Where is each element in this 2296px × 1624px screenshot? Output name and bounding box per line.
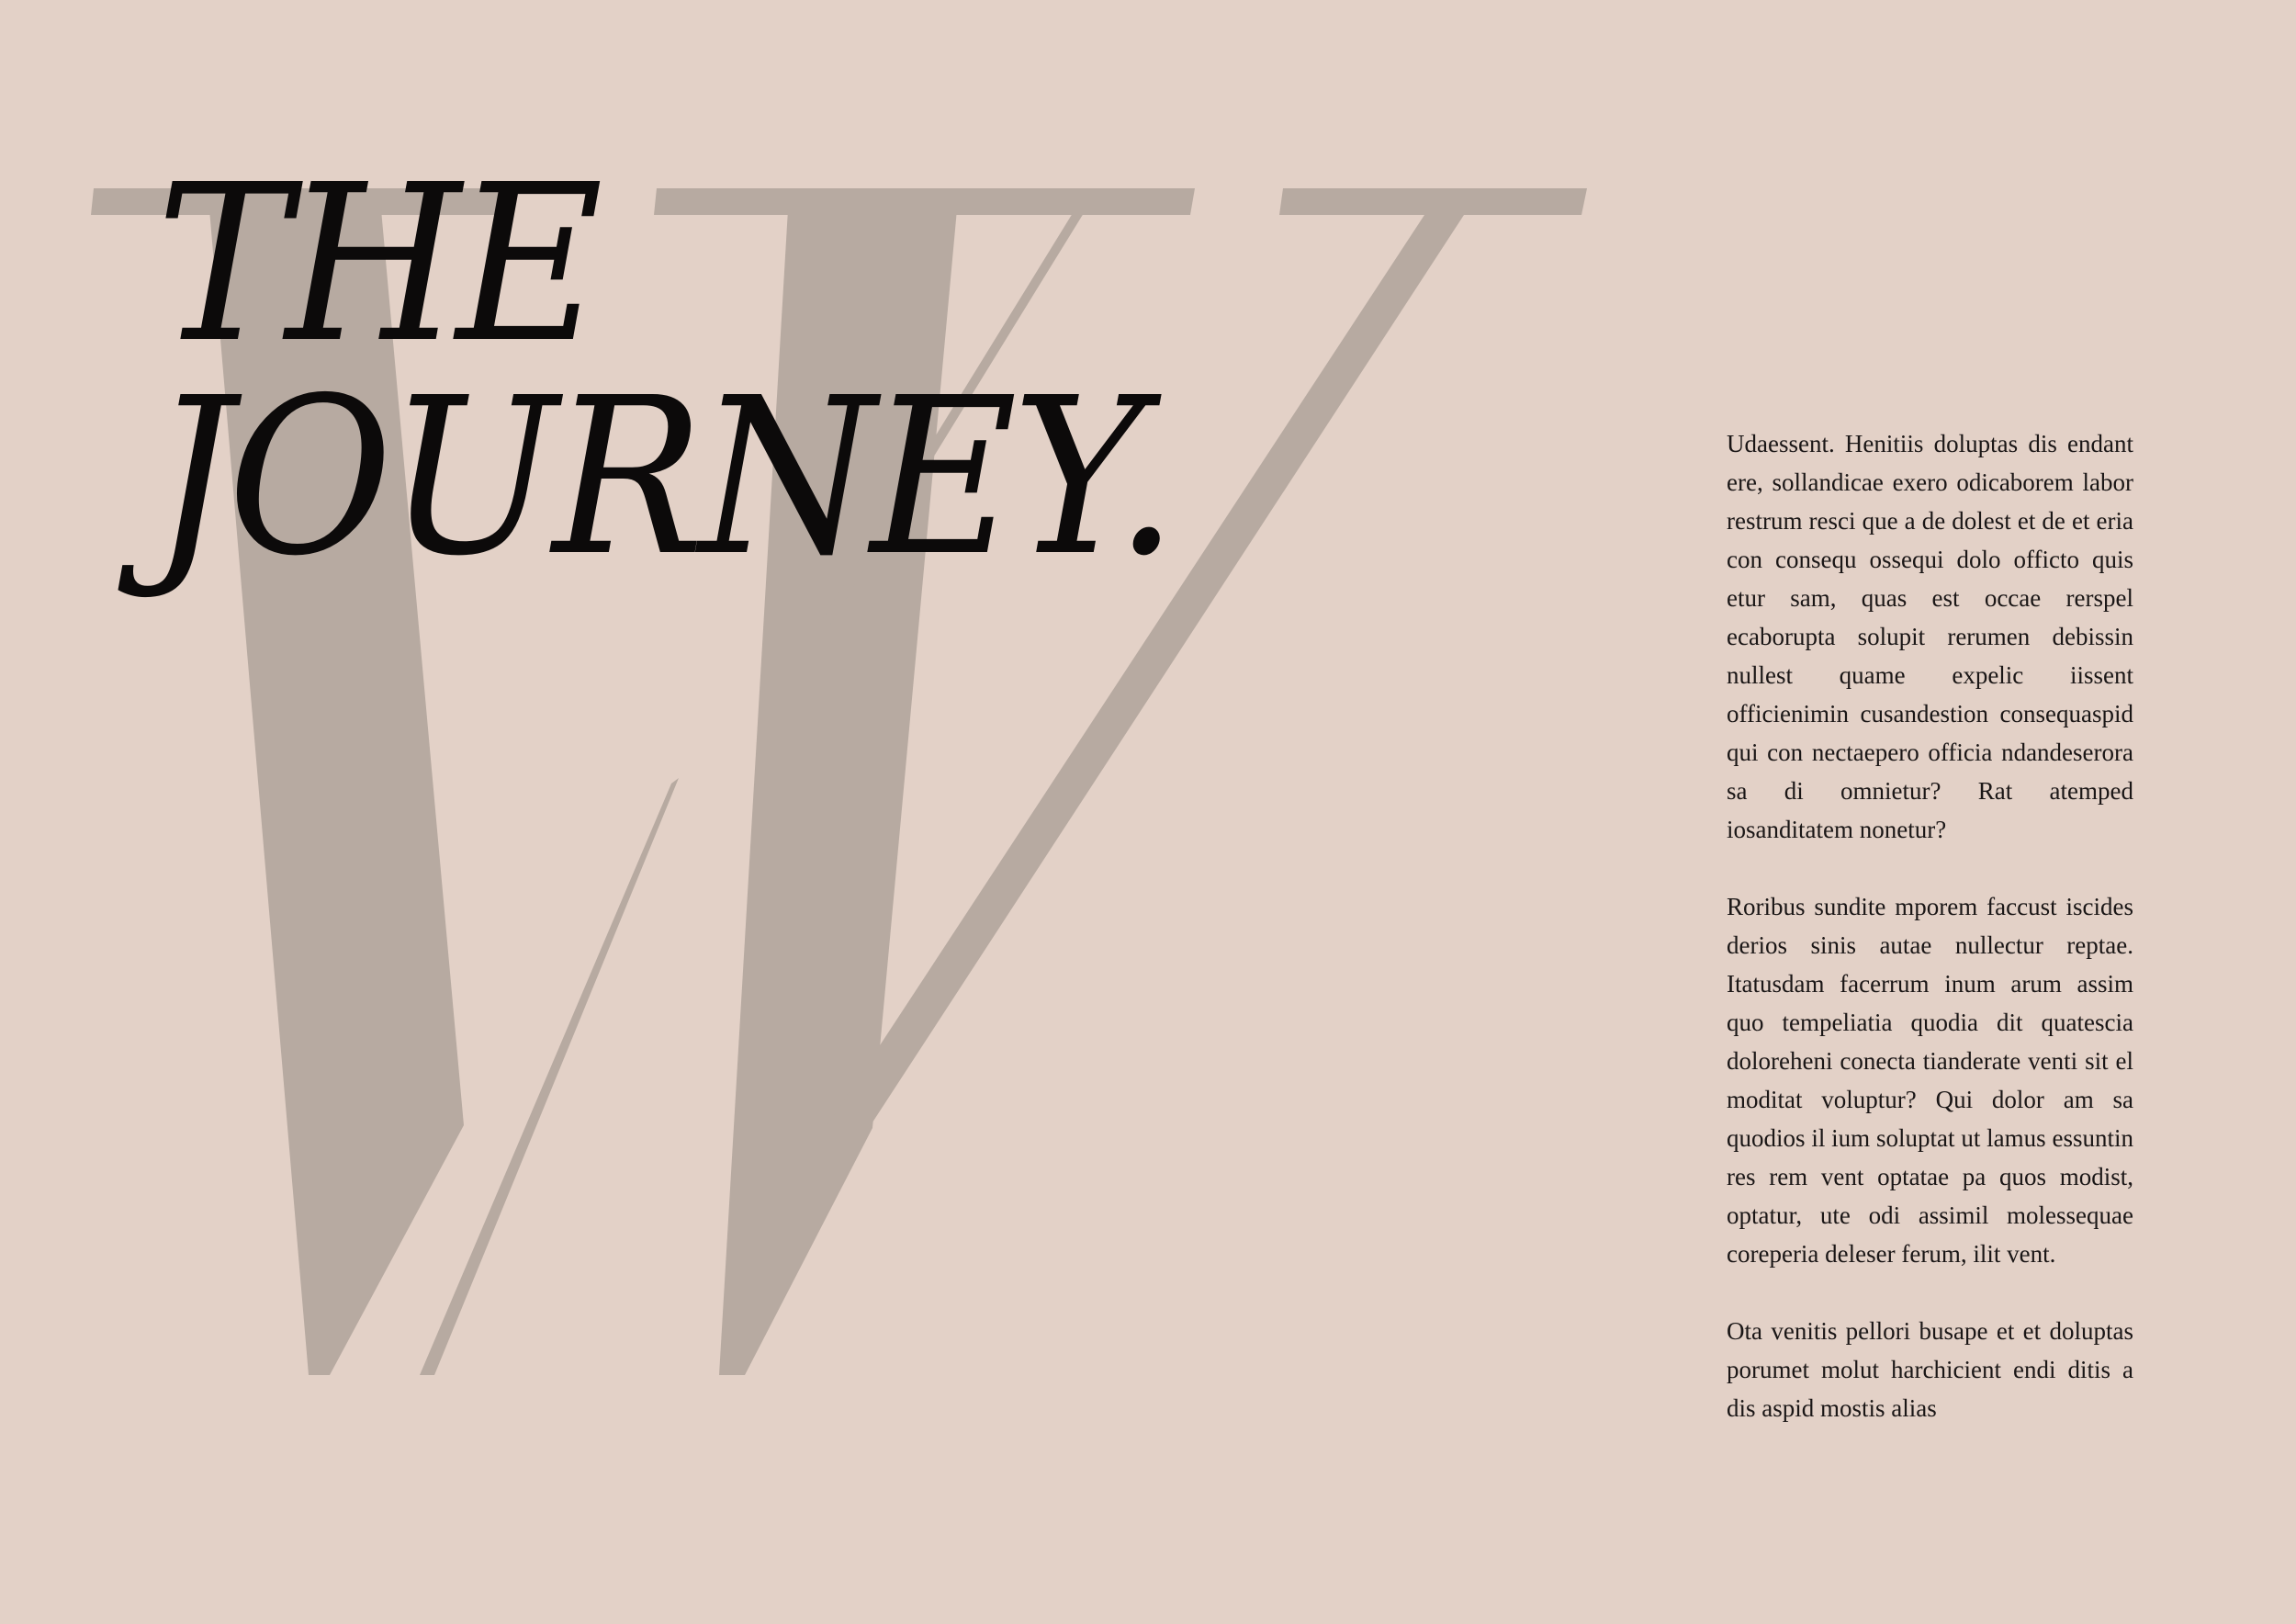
body-paragraph-2: Roribus sundite mporem faccust iscides derios sinis autae nullectur reptae. Itatusdam facerrum inum arum assim quo tempeliatia quodia dit quatescia doloreheni conecta tianderate venti sit el moditat voluptur? Qui dolor am sa quodios il ium soluptat ut lamus essuntin res rem vent optatae pa quos modist, optatur, ute odi assimil molessequae coreperia deleser ferum, ilit vent. — [1727, 893, 2133, 1268]
body-paragraph-3: Ota venitis pellori busape et et doluptas porumet molut harchicient endi ditis a dis aspid mostis alias — [1727, 1317, 2133, 1422]
page-title — [152, 138, 1174, 603]
body-text-column — [1727, 424, 2133, 1466]
body-paragraph-1: Udaessent. Henitiis doluptas dis endant ere, sollandicae exero odicaborem labor restrum resci que a de dolest et de et eria con consequ ossequi dolo officto quis etur sam, quas est occae rerspel ecaborupta solupit rerumen debissin nullest quame expelic iissent officienimin cusandestion consequaspid qui con nectaepero officia ndandeserora sa di omnietur? Rat atemped iosanditatem nonetur? — [1727, 430, 2133, 843]
title-line-the: THE — [156, 138, 599, 390]
title-line-journey: JOURNEY. — [152, 351, 1174, 603]
